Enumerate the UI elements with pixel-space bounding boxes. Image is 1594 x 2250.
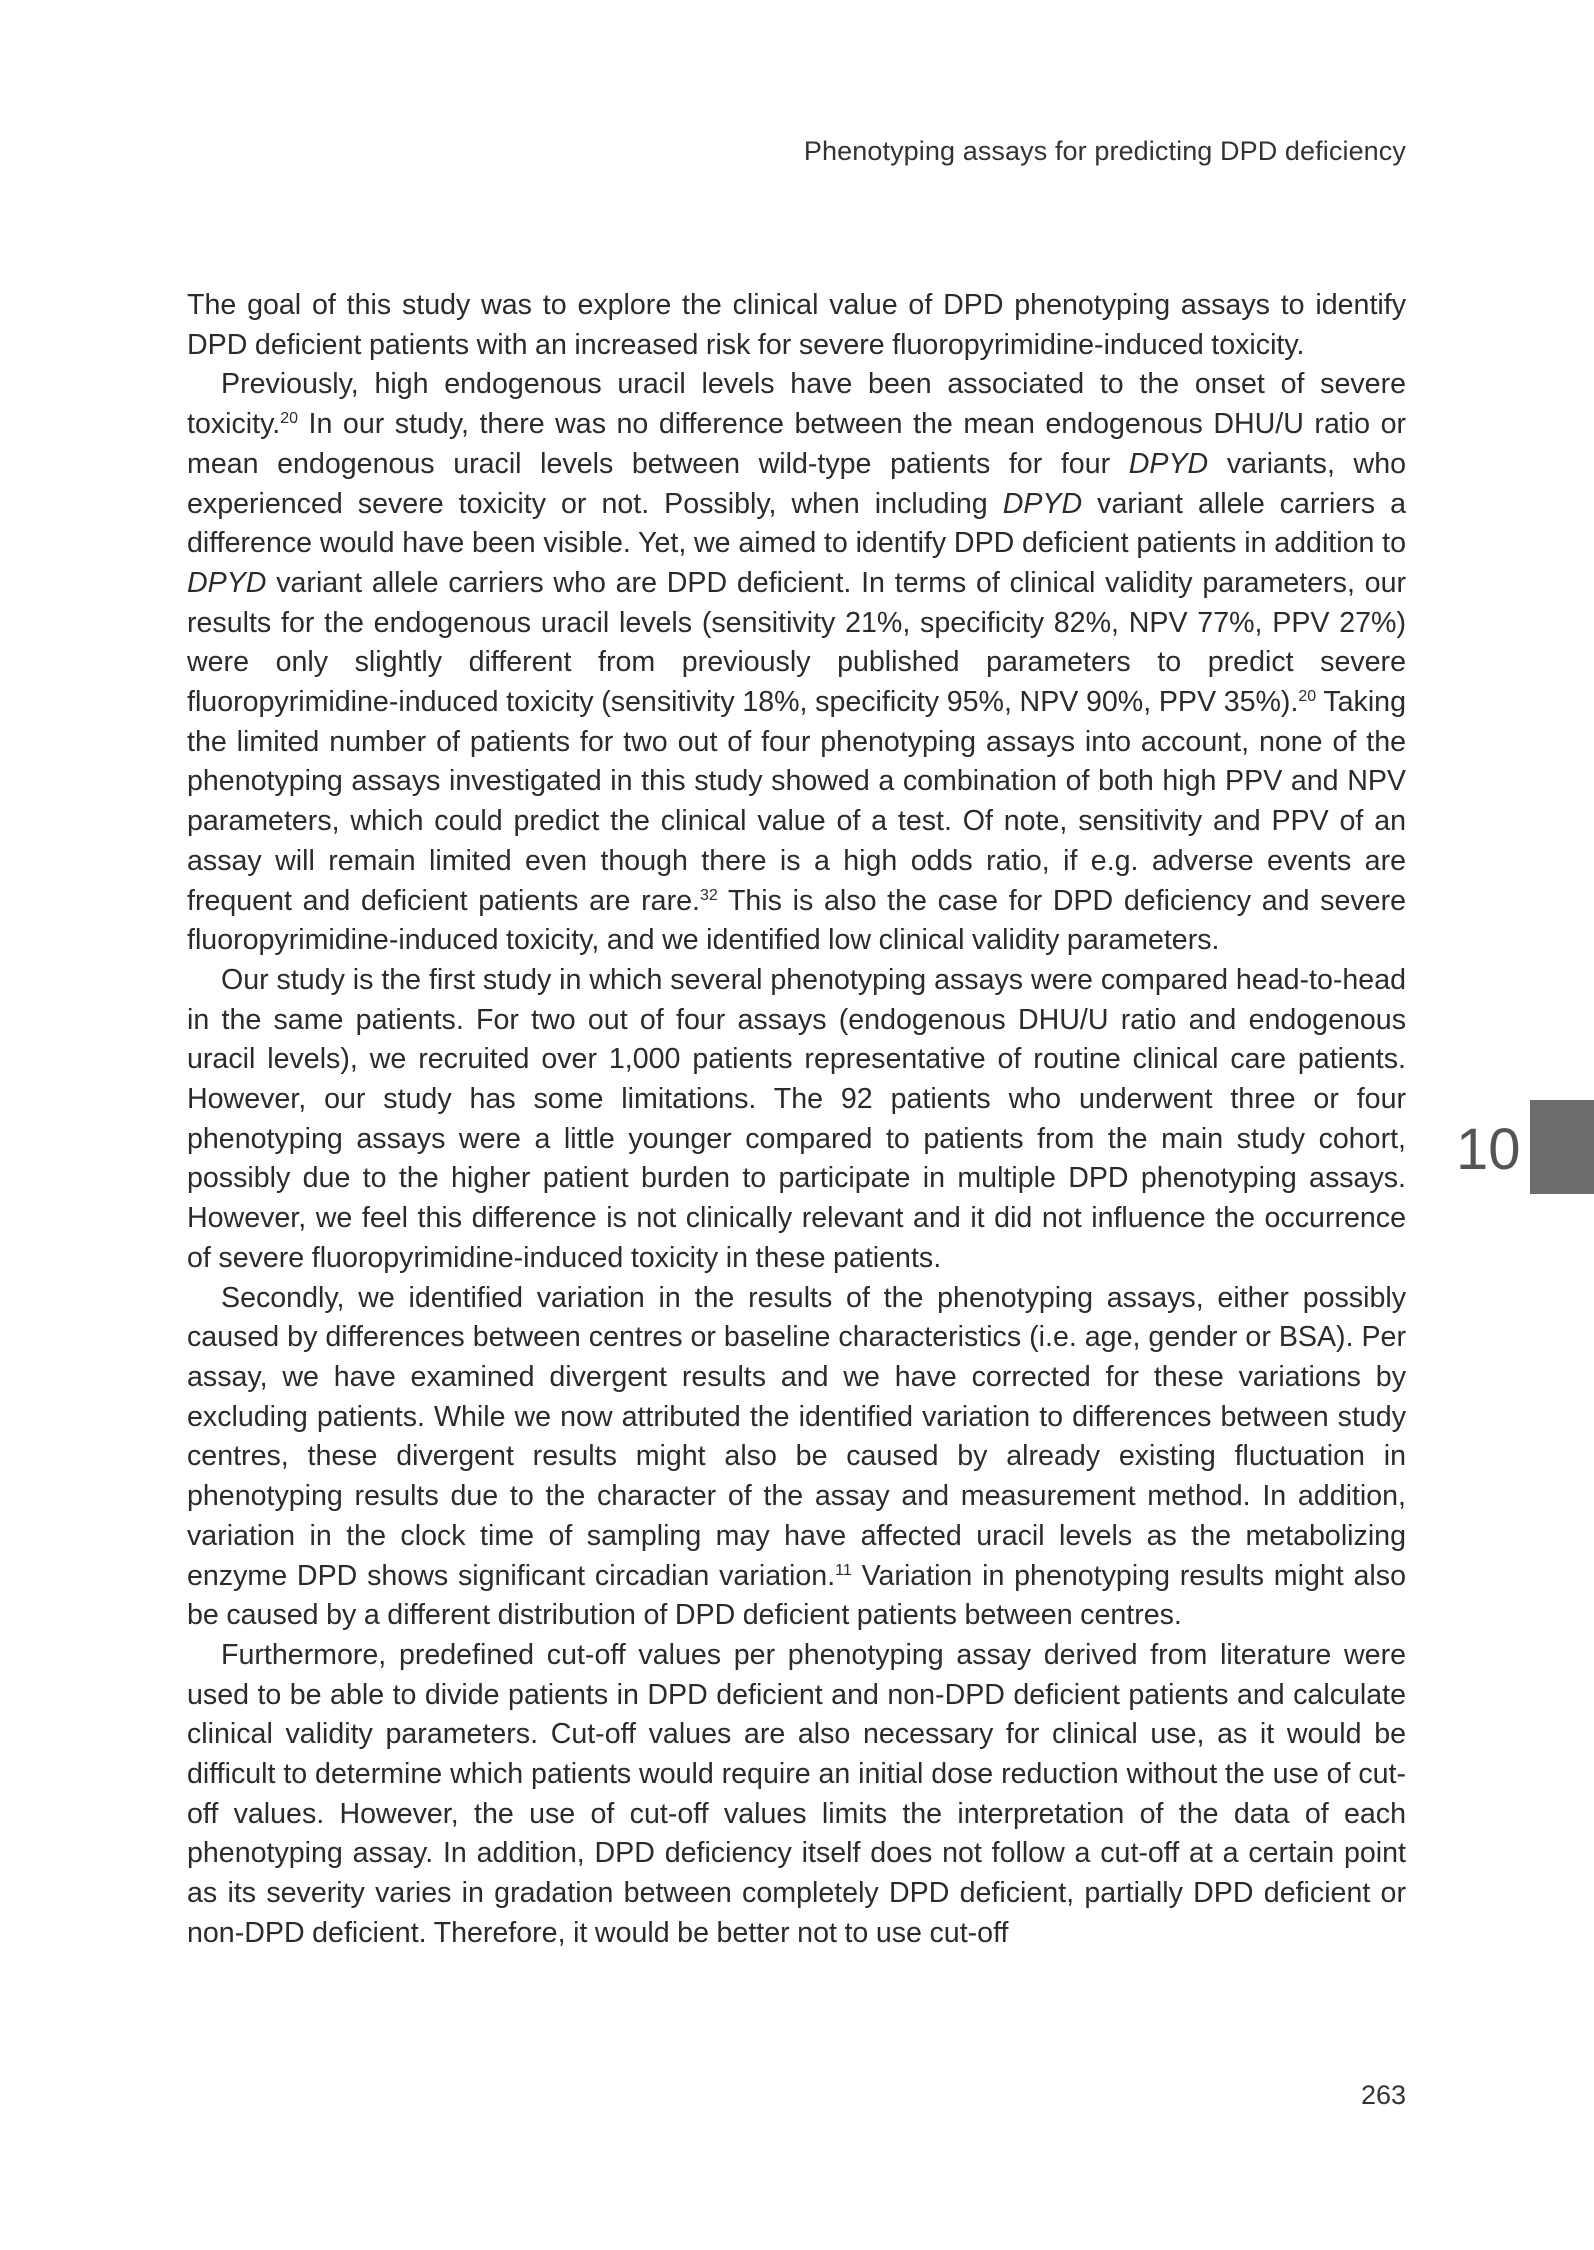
citation-ref: 20 (1298, 688, 1317, 706)
citation-ref: 20 (280, 410, 299, 428)
paragraph-variation (187, 1279, 1406, 1636)
citation-ref: 32 (699, 886, 718, 904)
paragraph-uracil-levels (187, 365, 1406, 961)
running-header: Phenotyping assays for predicting DPD deficiency (803, 136, 1406, 166)
gene-name: DPYD (1128, 447, 1209, 480)
paragraph-cutoff-values: Furthermore, predefined cut-off values per phenotyping assay derived from literature were used to be able to divide patients in DPD deficient and non-DPD deficient patients and calculate clinical validity parameters. Cut-off values are also necessary for clinical use, as it would be difficult to determine which patients would require an initial dose reduction without the use of cut-off values. However, the use of cut-off values limits the interpretation of the data of each phenotyping assay. In addition, DPD deficiency itself does not follow a cut-off at a certain point as its severity varies in gradation between completely DPD deficient, partially DPD deficient or non-DPD deficient. Therefore, it would be better not to use cut-off (187, 1638, 1406, 1949)
paragraph-goal: The goal of this study was to explore the clinical value of DPD phenotyping assays to identify DPD deficient patients with an increased risk for severe fluoropyrimidine-induced toxicity. (187, 289, 1406, 361)
text-span: Variation in phenotyping results might also be caused by a different distribution of DPD deficient patients between centres. (187, 1559, 1406, 1632)
text-span: variant allele carriers who are DPD deficient. In terms of clinical validity parameters, our results for the endogenous uracil levels (sensitivity 21%, specificity 82%, NPV 77%, PPV 27%) were only slightly different from previously published parameters to predict severe fluoropyrimidine-induced toxicity (sensitivity 18%, specificity 95%, NPV 90%, PPV 35%). (187, 566, 1406, 719)
text-span: Previously, high endogenous uracil levels have been associated to the onset of severe toxicity. (187, 368, 1406, 441)
text-span: In our study, there was no difference between the mean endogenous DHU/U ratio or mean endogenous uracil levels between wild-type patients for four (187, 408, 1406, 480)
main-text (187, 286, 1406, 1954)
chapter-number: 10 (1456, 1117, 1521, 1182)
paragraph-limitations: Our study is the first study in which several phenotyping assays were compared head-to-head in the same patients. For two out of four assays (endogenous DHU/U ratio and endogenous uracil levels), we recruited over 1,000 patients representative of routine clinical care patients. However, our study has some limitations. The 92 patients who underwent three or four phenotyping assays were a little younger compared to patients from the main study cohort, possibly due to the higher patient burden to participate in multiple DPD phenotyping assays. However, we feel this difference is not clinically relevant and it did not influence the occurrence of severe fluoropyrimidine-induced toxicity in these patients. (187, 963, 1406, 1274)
text-span: variant allele carriers a difference would have been visible. Yet, we aimed to identify DPD deficient patients in addition to (187, 487, 1406, 560)
citation-ref: 11 (835, 1561, 852, 1579)
text-span: variants, who experienced severe toxicity or not. Possibly, when including (187, 447, 1406, 520)
text-span: Secondly, we identified variation in the results of the phenotyping assays, either possibly caused by differences between centres or baseline characteristics (i.e. age, gender or BSA). Per assay, we have examined divergent results and we have corrected for these variations by excluding patients. While we now attributed the identified variation to differences between study centres, these divergent results might also be caused by already existing fluctuation in phenotyping results due to the character of the assay and measurement method. In addition, variation in the clock time of sampling may have affected uracil levels as the metabolizing enzyme DPD shows significant circadian variation. (187, 1281, 1406, 1592)
gene-name: DPYD (1002, 487, 1083, 520)
chapter-thumb-tab (1530, 1100, 1594, 1194)
text-span: Taking the limited number of patients for two out of four phenotyping assays into account, none of the phenotyping assays investigated in this study showed a combination of both high PPV and NPV parameters, which could predict the clinical value of a test. Of note, sensitivity and PPV of an assay will remain limited even though there is a high odds ratio, if e.g. adverse events are frequent and deficient patients are rare. (187, 686, 1406, 917)
text-span: This is also the case for DPD deficiency and severe fluoropyrimidine-induced toxicity, and we identified low clinical validity parameters. (187, 884, 1407, 957)
gene-name: DPYD (187, 566, 267, 599)
page-number: 263 (1360, 2080, 1406, 2110)
